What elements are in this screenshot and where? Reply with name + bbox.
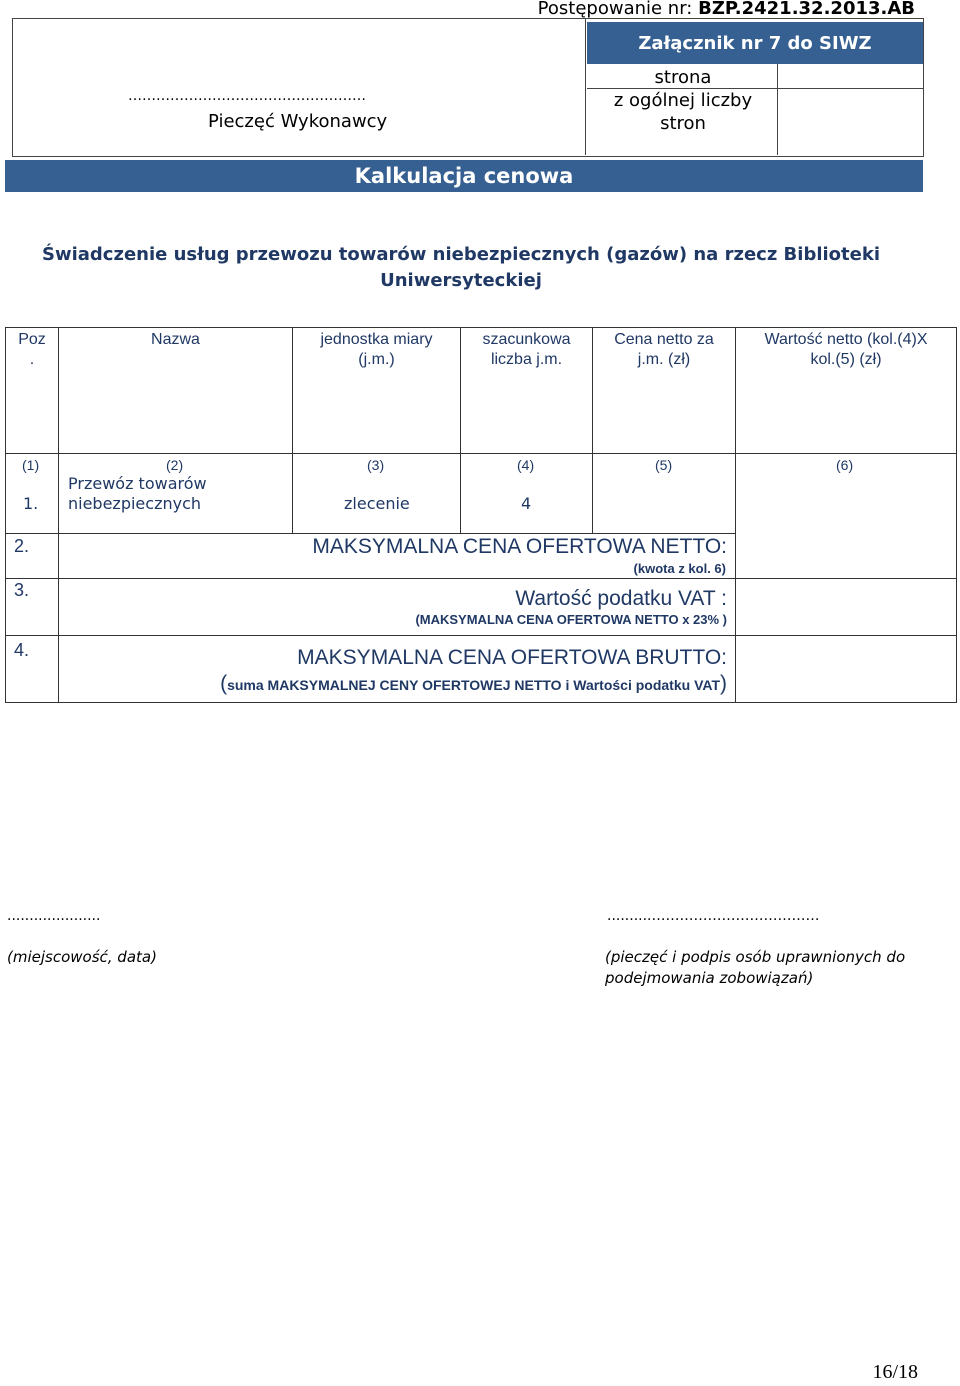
table-row-divider (5, 635, 957, 636)
header-name: Nazwa (151, 331, 200, 348)
summary-label-net: MAKSYMALNA CENA OFERTOWA NETTO: (312, 535, 727, 558)
page-label-line1: strona (654, 67, 712, 88)
header-text: j.m. (zł) (637, 351, 691, 368)
header-net-value (736, 330, 956, 370)
signature-label (605, 947, 905, 989)
summary-note-gross-text: suma MAKSYMALNEJ CENY OFERTOWEJ NETTO i Wartości podatku VAT (227, 677, 720, 693)
table-divider (735, 327, 736, 703)
service-title-line2: Uniwersyteckiej (380, 270, 542, 291)
row-number: 3. (14, 580, 30, 600)
summary-note-vat: (MAKSYMALNA CENA OFERTOWA NETTO x 23% ) (415, 612, 727, 627)
column-number: (4) (517, 457, 535, 473)
page-label-line3: stron (660, 113, 706, 134)
header-quantity (461, 330, 592, 370)
row-number: 1. (23, 494, 39, 513)
paren-open: ( (220, 672, 228, 695)
place-date-dots: ..................... (7, 908, 101, 924)
item-name-line2: niebezpiecznych (68, 494, 202, 513)
item-name-line1: Przewóz towarów (68, 474, 207, 493)
header-text: Wartość netto (kol.(4)X (764, 331, 928, 348)
procedure-number: Postępowanie nr: BZP.2421.32.2013.AB (537, 0, 915, 19)
item-name (68, 474, 207, 514)
table-row-divider (5, 453, 957, 454)
stamp-area (12, 18, 586, 155)
header-text: . (29, 351, 35, 368)
summary-label-vat: Wartość podatku VAT : (515, 587, 727, 610)
page-count-label (590, 66, 776, 135)
signature-dots: ..........……………………………… (607, 908, 820, 924)
summary-label-gross: MAKSYMALNA CENA OFERTOWA BRUTTO: (297, 646, 727, 669)
signature-label-line2: podejmowania zobowiązań) (605, 969, 814, 987)
header-unit (293, 330, 460, 370)
column-number: (5) (655, 457, 673, 473)
paren-close: ) (720, 672, 727, 695)
row-number: 4. (14, 640, 30, 660)
header-text: Cena netto za (614, 331, 714, 348)
header-text: (j.m.) (358, 351, 395, 368)
header-text: Poz (18, 331, 46, 348)
header-text: kol.(5) (zł) (810, 351, 882, 368)
table-divider (58, 327, 59, 703)
page-grid-divider-vertical (777, 64, 778, 155)
stamp-dots: …………………………………………… (128, 88, 366, 104)
table-row-divider (5, 578, 957, 579)
header-position (6, 330, 58, 370)
column-number: (3) (367, 457, 385, 473)
header-unit-price (593, 330, 735, 370)
item-unit: zlecenie (344, 494, 410, 513)
place-date-label: (miejscowość, data) (7, 948, 157, 966)
header-text: jednostka miary (320, 331, 433, 348)
column-number: (6) (836, 457, 854, 473)
column-number: (1) (22, 457, 40, 473)
stamp-label: Pieczęć Wykonawcy (208, 111, 388, 132)
summary-note-net: (kwota z kol. 6) (633, 561, 726, 576)
signature-label-line1: (pieczęć i podpis osób uprawnionych do (605, 948, 906, 966)
table-row-divider (5, 533, 735, 534)
header-text: liczba j.m. (490, 351, 563, 368)
row-number: 2. (14, 536, 30, 556)
item-quantity: 4 (521, 494, 532, 513)
header-text: szacunkowa (482, 331, 571, 348)
summary-note-gross (220, 672, 727, 696)
page-number: 16/18 (872, 1361, 918, 1383)
section-title: Kalkulacja cenowa (5, 160, 923, 192)
service-title-line1: Świadczenie usług przewozu towarów niebezpiecznych (gazów) na rzecz Biblioteki (42, 244, 880, 265)
page-label-line2: z ogólnej liczby (613, 90, 753, 111)
column-number: (2) (166, 457, 184, 473)
service-title (0, 242, 922, 294)
attachment-label: Załącznik nr 7 do SIWZ (587, 22, 923, 64)
